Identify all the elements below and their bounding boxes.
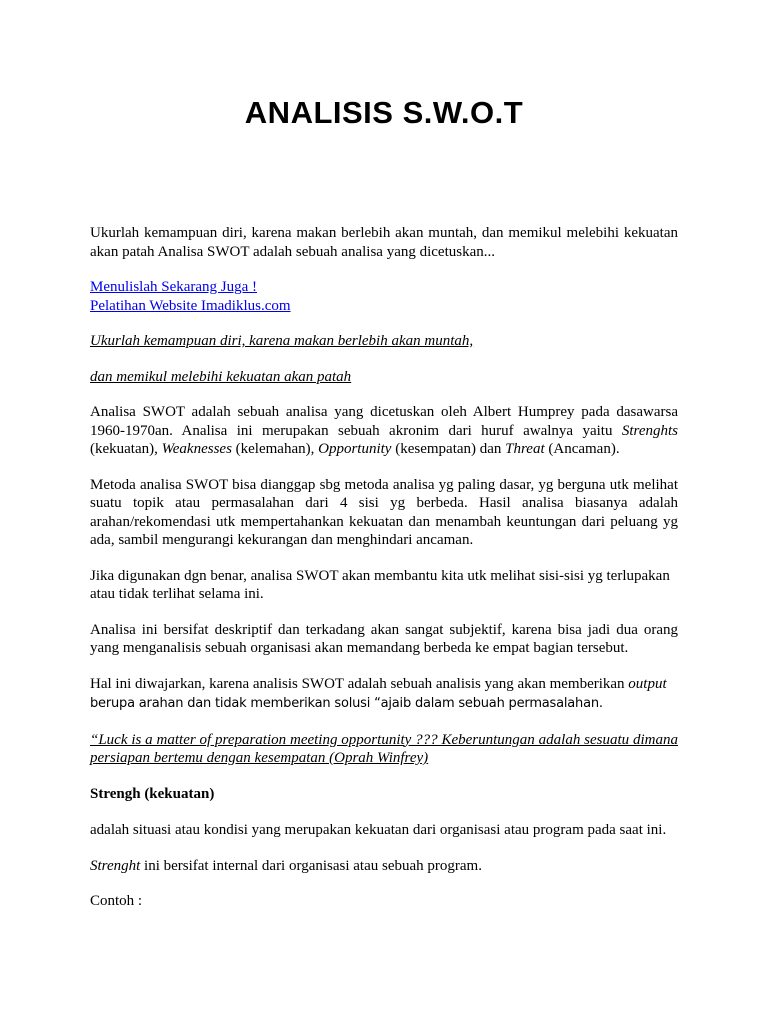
strength-heading: Strengh (kekuatan) [90, 785, 215, 802]
paragraph-text: berupa arahan dan tidak memberikan solusi “ajaib dalam sebuah permasalahan. [90, 696, 603, 711]
document-title: ANALISIS S.W.O.T [244, 95, 524, 130]
paragraph-descriptive: Analisa ini bersifat deskriptif dan terkadang akan sangat subjektif, karena bisa jadi dua orang yang menganalisis sebuah organisasi akan memandang berbeda ke empat bagian tersebut. [90, 621, 678, 656]
quote-oprah: “Luck is a matter of preparation meeting opportunity ??? Keberuntungan adalah sesuatu dimana persiapan bertemu dengan kesempatan (Oprah Winfrey) [90, 731, 678, 766]
paragraph-swot-definition [90, 403, 678, 459]
document-body [90, 224, 678, 928]
quote-line-1: Ukurlah kemampuan diri, karena makan berlebih akan muntah, [90, 333, 474, 349]
term-strengths: Strenghts [621, 422, 678, 439]
term-opportunity: Opportunity [318, 441, 392, 457]
intro-paragraph: Ukurlah kemampuan diri, karena makan berlebih akan muntah, dan memikul melebihi kekuatan akan patah Analisa SWOT adalah sebuah analisa yang dicetuskan... [90, 225, 678, 260]
strength-definition: adalah situasi atau kondisi yang merupakan kekuatan dari organisasi atau program pada saat ini. [90, 822, 667, 838]
paragraph-text: ini bersifat internal dari organisasi atau sebuah program. [140, 857, 482, 874]
paragraph-usage: Jika digunakan dgn benar, analisa SWOT akan membantu kita utk melihat sisi-sisi yg terlupakan atau tidak terlihat selama ini. [90, 567, 670, 602]
paragraph-output [90, 675, 678, 714]
term-weaknesses: Weaknesses [161, 441, 232, 457]
link-group [90, 278, 678, 315]
paragraph-text: Hal ini diwajarkan, karena analisis SWOT adalah sebuah analisis yang akan memberikan [90, 675, 629, 692]
quote-line-2: dan memikul melebihi kekuatan akan patah [90, 368, 352, 385]
strength-note [90, 857, 678, 876]
term-threat: Threat [505, 441, 545, 457]
paragraph-text: (kesempatan) dan [391, 441, 506, 457]
example-label: Contoh : [90, 893, 143, 909]
term-output: output [628, 675, 667, 692]
paragraph-text: (kekuatan), [90, 441, 162, 457]
paragraph-text: (kelemahan), [231, 441, 319, 457]
paragraph-method: Metoda analisa SWOT bisa dianggap sbg metoda analisa yg paling dasar, yg berguna utk melihat suatu topik atau permasalahan dari 4 sisi yg berbeda. Hasil analisa biasanya adalah arahan/rekomendasi utk mempertahankan kekuatan dan menambah keuntungan dari peluang yg ada, sambil mengurangi kekurangan dan menghindari ancaman. [90, 476, 678, 548]
paragraph-text: Analisa SWOT adalah sebuah analisa yang dicetuskan oleh Albert Humprey pada dasawarsa 1960-1970an. Analisa ini merupakan sebuah akronim dari huruf awalnya yaitu [90, 404, 678, 439]
paragraph-text: (Ancaman). [544, 441, 620, 457]
link-menulislah[interactable]: Menulislah Sekarang Juga ! [90, 279, 258, 295]
link-pelatihan-website[interactable]: Pelatihan Website Imadiklus.com [90, 297, 291, 314]
term-strenght: Strenght [90, 857, 141, 874]
